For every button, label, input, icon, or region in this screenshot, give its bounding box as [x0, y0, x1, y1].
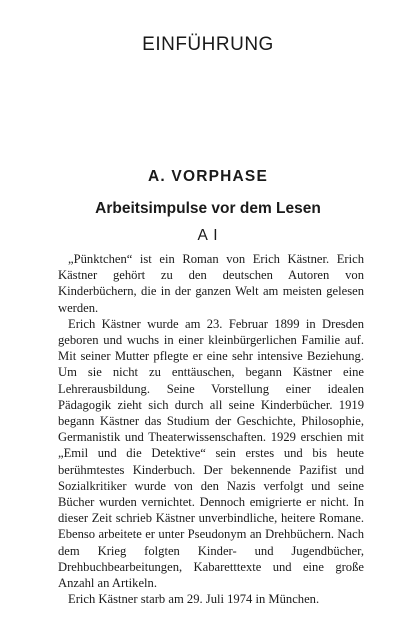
body-text — [58, 251, 364, 607]
subsection-title: Arbeitsimpulse vor dem Lesen — [95, 200, 321, 217]
paragraph-intro: „Pünktchen“ ist ein Roman von Erich Kästner. Erich Kästner gehört zu den deutschen Autoren von Kinderbüchern, die in der ganzen Welt am meisten gelesen werden. — [58, 252, 364, 315]
chapter-title: EINFÜHRUNG — [142, 34, 274, 55]
section-title: A. VORPHASE — [148, 168, 268, 185]
task-label: A I — [197, 227, 219, 244]
paragraph-death: Erich Kästner starb am 29. Juli 1974 in München. — [68, 592, 320, 607]
paragraph-biography: Erich Kästner wurde am 23. Februar 1899 in Dresden geboren und wuchs in einer kleinbürgerlichen Familie auf. Mit seiner Mutter pflegte er eine sehr intensive Beziehung. Um sie nicht zu enttäuschen, begann Kästner eine Lehrerausbildung. Seine Vorstellung einer idealen Pädagogik zieht sich durch all seine Kinderbücher. 1919 begann Kästner das Studium der Geschichte, Philosophie, Germanistik und Theaterwissenschaften. 1929 erschien mit „Emil und die Detektive“ sein erstes und bis heute berühmtestes Kinderbuch. Der bekennende Pazifist und Sozialkritiker wurde von den Nazis verfolgt und seine Bücher wurden vernichtet. Dennoch emigrierte er nicht. In dieser Zeit schrieb Kästner unverbindliche, heitere Romane. Ebenso arbeitete er unter Pseudonym an Drehbüchern. Nach dem Krieg folgten Kinder- und Jugendbücher, Drehbuchbearbeitungen, Kabaretttexte und eine große Anzahl an Artikeln. — [58, 316, 364, 591]
